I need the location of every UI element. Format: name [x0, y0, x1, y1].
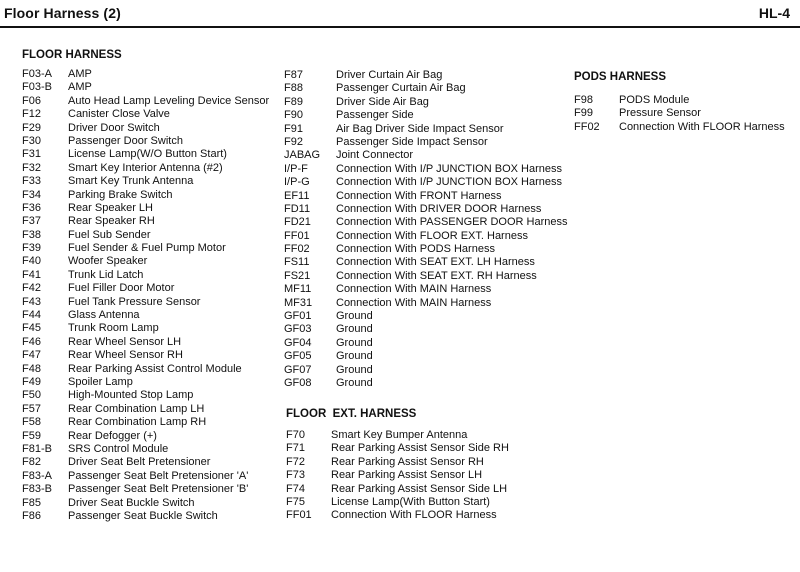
connector-row — [286, 496, 546, 509]
connector-row — [284, 283, 574, 296]
connector-row — [284, 69, 574, 82]
connector-description: Ground — [336, 336, 373, 349]
connector-description: Passenger Seat Belt Pretensioner 'A' — [68, 469, 249, 482]
floor-ext-harness-section — [286, 408, 546, 523]
connector-code: F06 — [22, 94, 41, 107]
connector-description: Passenger Door Switch — [68, 134, 183, 147]
connector-description: Rear Parking Assist Sensor RH — [331, 455, 484, 468]
connector-code: F46 — [22, 335, 41, 348]
connector-description: License Lamp(With Button Start) — [331, 495, 490, 508]
connector-code: F83-B — [22, 483, 52, 496]
connector-description: Connection With PASSENGER DOOR Harness — [336, 216, 568, 229]
pods-harness-section — [574, 71, 794, 134]
connector-row — [284, 377, 574, 390]
section-title: FLOOR EXT. HARNESS — [286, 408, 417, 420]
connector-code: F31 — [22, 148, 41, 161]
connector-row — [284, 256, 574, 269]
connector-code: F03-A — [22, 68, 52, 80]
connector-code: F50 — [22, 389, 41, 402]
connector-row — [284, 216, 574, 229]
connector-description: Canister Close Valve — [68, 108, 170, 121]
connector-code: F49 — [22, 375, 41, 388]
connector-row — [284, 297, 574, 310]
connector-row — [22, 349, 282, 362]
connector-list — [22, 68, 282, 523]
connector-row — [284, 323, 574, 336]
connector-code: F45 — [22, 322, 41, 335]
connector-row — [22, 322, 282, 335]
connector-description: Smart Key Bumper Antenna — [331, 429, 468, 441]
connector-description: Driver Seat Buckle Switch — [68, 496, 195, 509]
connector-description: Connection With FLOOR Harness — [331, 509, 497, 522]
connector-description: Parking Brake Switch — [68, 188, 173, 201]
connector-code: F87 — [284, 69, 303, 81]
connector-code: F92 — [284, 135, 303, 148]
connector-description: Ground — [336, 310, 373, 323]
connector-description: Connection With I/P JUNCTION BOX Harness — [336, 176, 562, 189]
connector-code: FD11 — [284, 202, 311, 215]
connector-row — [22, 376, 282, 389]
connector-row — [286, 509, 546, 522]
section-title: PODS HARNESS — [574, 71, 667, 83]
connector-code: FS21 — [284, 269, 311, 282]
connector-code: GF01 — [284, 310, 312, 323]
connector-description: Joint Connector — [336, 149, 414, 162]
connector-description: Auto Head Lamp Leveling Device Sensor — [68, 94, 270, 107]
connector-code: F12 — [22, 108, 41, 121]
connector-description: Passenger Seat Buckle Switch — [68, 509, 218, 522]
connector-code: I/P-F — [284, 162, 308, 175]
connector-row — [284, 176, 574, 189]
connector-row — [22, 416, 282, 429]
connector-row — [284, 149, 574, 162]
connector-description: Rear Wheel Sensor LH — [68, 335, 182, 348]
connector-description: AMP — [68, 68, 92, 80]
connector-row — [22, 148, 282, 161]
connector-code: MF31 — [284, 296, 313, 309]
connector-row — [574, 121, 794, 134]
page-title: Floor Harness (2) — [4, 5, 121, 21]
connector-row — [284, 350, 574, 363]
connector-description: Air Bag Driver Side Impact Sensor — [336, 122, 504, 135]
connector-description: Connection With PODS Harness — [336, 243, 495, 256]
connector-description: Rear Speaker RH — [68, 215, 155, 228]
connector-description: Connection With FLOOR Harness — [619, 120, 785, 133]
connector-row — [284, 230, 574, 243]
connector-code: GF04 — [284, 336, 312, 349]
connector-row — [22, 202, 282, 215]
connector-code: FF02 — [574, 120, 600, 133]
connector-row — [284, 163, 574, 176]
connector-description: Rear Parking Assist Sensor LH — [331, 469, 483, 482]
connector-description: Fuel Sub Sender — [68, 228, 151, 241]
connector-description: Pressure Sensor — [619, 107, 701, 120]
connector-description: High-Mounted Stop Lamp — [68, 389, 194, 402]
connector-row — [22, 135, 282, 148]
connector-description: Trunk Lid Latch — [68, 268, 144, 281]
connector-description: PODS Module — [619, 94, 690, 106]
connector-code: F73 — [286, 469, 305, 482]
connector-code: F99 — [574, 107, 593, 120]
connector-row — [284, 109, 574, 122]
connector-row — [284, 136, 574, 149]
connector-description: Glass Antenna — [68, 309, 140, 322]
connector-list — [574, 94, 794, 134]
connector-description: Driver Seat Belt Pretensioner — [68, 456, 211, 469]
connector-description: Fuel Sender & Fuel Pump Motor — [68, 242, 226, 255]
connector-code: FS11 — [284, 256, 310, 269]
connector-description: Ground — [336, 363, 373, 376]
connector-code: F39 — [22, 242, 41, 255]
connector-row — [284, 203, 574, 216]
connector-row — [22, 162, 282, 175]
connector-row — [286, 456, 546, 469]
connector-description: Connection With SEAT EXT. RH Harness — [336, 269, 537, 282]
connector-row — [22, 242, 282, 255]
page-header — [0, 0, 800, 28]
connector-description: Rear Parking Assist Sensor Side RH — [331, 442, 509, 455]
connector-description: Connection With I/P JUNCTION BOX Harness — [336, 162, 562, 175]
connector-code: FF01 — [286, 509, 312, 522]
floor-harness-section — [22, 49, 282, 523]
connector-row — [284, 310, 574, 323]
connector-description: Rear Wheel Sensor RH — [68, 349, 183, 362]
connector-description: Connection With SEAT EXT. LH Harness — [336, 256, 535, 269]
connector-row — [284, 337, 574, 350]
connector-code: F42 — [22, 282, 41, 295]
connector-code: F40 — [22, 255, 41, 268]
connector-description: Smart Key Interior Antenna (#2) — [68, 161, 223, 174]
connector-code: F91 — [284, 122, 303, 135]
floor-harness-continued-section — [284, 69, 574, 390]
connector-description: Passenger Side Impact Sensor — [336, 135, 488, 148]
connector-description: Fuel Tank Pressure Sensor — [68, 295, 201, 308]
connector-code: F74 — [286, 482, 305, 495]
connector-description: Ground — [336, 376, 373, 389]
connector-row — [284, 96, 574, 109]
connector-description: Driver Door Switch — [68, 121, 160, 134]
connector-description: Driver Curtain Air Bag — [336, 69, 443, 81]
connector-description: Connection With MAIN Harness — [336, 283, 492, 296]
connector-row — [22, 269, 282, 282]
connector-row — [284, 243, 574, 256]
connector-code: F44 — [22, 309, 41, 322]
connector-description: Connection With FRONT Harness — [336, 189, 502, 202]
connector-row — [284, 270, 574, 283]
connector-description: Fuel Filler Door Motor — [68, 282, 175, 295]
connector-code: F32 — [22, 161, 41, 174]
connector-row — [22, 175, 282, 188]
connector-row — [284, 123, 574, 136]
connector-description: AMP — [68, 81, 92, 94]
connector-row — [284, 190, 574, 203]
connector-description: Woofer Speaker — [68, 255, 148, 268]
connector-code: F83-A — [22, 469, 52, 482]
connector-row — [22, 510, 282, 523]
connector-code: F38 — [22, 228, 41, 241]
connector-description: Connection With MAIN Harness — [336, 296, 492, 309]
connector-list — [284, 69, 574, 390]
connector-code: F75 — [286, 495, 305, 508]
connector-code: GF08 — [284, 376, 312, 389]
connector-row — [22, 443, 282, 456]
connector-description: Passenger Side — [336, 109, 414, 122]
connector-row — [22, 389, 282, 402]
connector-code: F82 — [22, 456, 41, 469]
connector-description: Connection With DRIVER DOOR Harness — [336, 202, 542, 215]
connector-row — [22, 470, 282, 483]
connector-row — [22, 296, 282, 309]
connector-code: F03-B — [22, 81, 52, 94]
connector-code: F58 — [22, 416, 41, 429]
connector-row — [22, 215, 282, 228]
connector-description: SRS Control Module — [68, 442, 169, 455]
connector-description: Rear Combination Lamp RH — [68, 416, 207, 429]
connector-code: F86 — [22, 509, 41, 522]
connector-code: EF11 — [284, 189, 310, 202]
connector-row — [22, 95, 282, 108]
connector-row — [22, 309, 282, 322]
connector-row — [574, 94, 794, 107]
connector-code: FD21 — [284, 216, 311, 229]
connector-code: F59 — [22, 429, 41, 442]
connector-code: F30 — [22, 134, 41, 147]
connector-row — [574, 107, 794, 120]
connector-row — [286, 442, 546, 455]
connector-row — [22, 336, 282, 349]
connector-row — [22, 68, 282, 81]
connector-code: FF01 — [284, 229, 310, 242]
connector-description: Rear Speaker LH — [68, 201, 153, 214]
connector-code: F89 — [284, 95, 303, 108]
connector-code: F33 — [22, 175, 41, 188]
connector-code: F48 — [22, 362, 41, 375]
connector-row — [22, 229, 282, 242]
connector-description: Passenger Seat Belt Pretensioner 'B' — [68, 483, 249, 496]
connector-code: F85 — [22, 496, 41, 509]
connector-code: F57 — [22, 402, 41, 415]
connector-row — [22, 81, 282, 94]
connector-code: F81-B — [22, 442, 52, 455]
connector-row — [22, 483, 282, 496]
connector-code: GF03 — [284, 323, 312, 336]
connector-code: MF11 — [284, 283, 312, 296]
connector-row — [22, 108, 282, 121]
connector-code: JABAG — [284, 149, 321, 162]
connector-row — [284, 82, 574, 95]
connector-description: Rear Parking Assist Control Module — [68, 362, 242, 375]
connector-code: F43 — [22, 295, 41, 308]
connector-row — [284, 364, 574, 377]
connector-row — [22, 189, 282, 202]
connector-code: F41 — [22, 268, 41, 281]
connector-description: Trunk Room Lamp — [68, 322, 159, 335]
page-code: HL-4 — [758, 5, 790, 21]
connector-description: Spoiler Lamp — [68, 375, 133, 388]
connector-code: F34 — [22, 188, 41, 201]
connector-row — [22, 363, 282, 376]
connector-description: Rear Combination Lamp LH — [68, 402, 205, 415]
connector-list — [286, 429, 546, 523]
connector-description: Rear Defogger (+) — [68, 429, 157, 442]
connector-code: F72 — [286, 455, 305, 468]
connector-row — [22, 497, 282, 510]
connector-description: Ground — [336, 350, 373, 363]
connector-description: Passenger Curtain Air Bag — [336, 82, 466, 95]
connector-row — [22, 122, 282, 135]
connector-description: Driver Side Air Bag — [336, 95, 429, 108]
connector-row — [22, 430, 282, 443]
connector-code: GF05 — [284, 350, 312, 363]
connector-code: F98 — [574, 94, 593, 106]
connector-description: Connection With FLOOR EXT. Harness — [336, 229, 528, 242]
connector-code: F37 — [22, 215, 41, 228]
section-title: FLOOR HARNESS — [22, 49, 122, 61]
connector-row — [22, 255, 282, 268]
connector-description: License Lamp(W/O Button Start) — [68, 148, 227, 161]
connector-code: F36 — [22, 201, 41, 214]
connector-code: F29 — [22, 121, 41, 134]
connector-code: GF07 — [284, 363, 312, 376]
connector-row — [286, 429, 546, 442]
connector-description: Rear Parking Assist Sensor Side LH — [331, 482, 508, 495]
connector-code: F47 — [22, 349, 41, 362]
connector-row — [22, 282, 282, 295]
connector-row — [22, 456, 282, 469]
connector-code: F88 — [284, 82, 303, 95]
connector-description: Smart Key Trunk Antenna — [68, 175, 194, 188]
connector-description: Ground — [336, 323, 373, 336]
connector-code: I/P-G — [284, 176, 310, 189]
connector-code: F71 — [286, 442, 305, 455]
connector-row — [286, 483, 546, 496]
connector-code: F70 — [286, 429, 305, 441]
connector-code: F90 — [284, 109, 303, 122]
connector-row — [22, 403, 282, 416]
connector-code: FF02 — [284, 243, 310, 256]
connector-row — [286, 469, 546, 482]
